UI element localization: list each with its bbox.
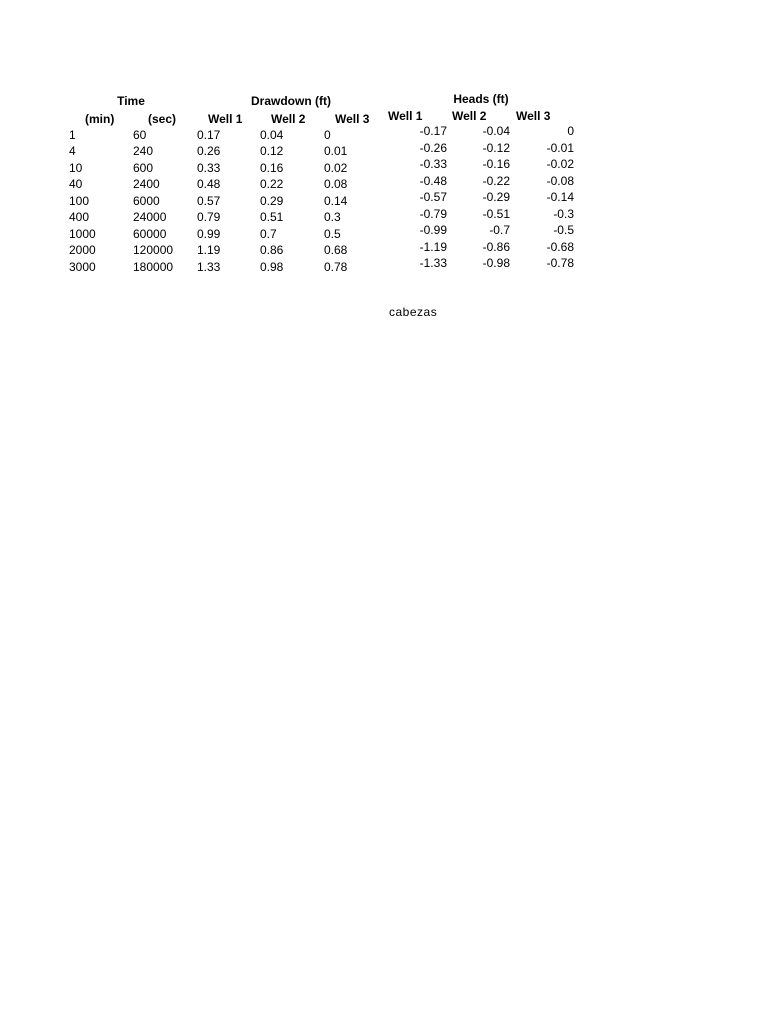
- table-cell: 0.51: [260, 210, 284, 224]
- table-cell: -0.22: [482, 174, 510, 188]
- drawdown-group-header: Drawdown (ft): [251, 94, 331, 108]
- table-cell: 0.08: [324, 177, 348, 191]
- table-cell: 0.99: [197, 227, 221, 241]
- table-cell: 0.79: [197, 210, 221, 224]
- table-cell: -0.98: [482, 256, 510, 270]
- table-cell: -0.7: [489, 223, 510, 237]
- table-cell: -0.48: [419, 174, 447, 188]
- table-cell: 1000: [69, 227, 96, 241]
- table-cell: 0.68: [324, 243, 348, 257]
- table-cell: 0: [324, 128, 331, 142]
- table-cell: 100: [69, 194, 90, 208]
- note-label: cabezas: [389, 305, 438, 319]
- col-header-well-2: Well 2: [271, 112, 306, 126]
- table-cell: 0.29: [260, 194, 284, 208]
- table-cell: -0.08: [546, 174, 574, 188]
- table-cell: 1.33: [197, 260, 221, 274]
- table-cell: -0.16: [482, 157, 510, 171]
- table-cell: 0.16: [260, 161, 284, 175]
- table-cell: -0.57: [419, 190, 447, 204]
- table-cell: 0.17: [197, 128, 221, 142]
- table-cell: 0.48: [197, 177, 221, 191]
- table-cell: 400: [69, 210, 90, 224]
- heads-col-header-well-3: Well 3: [516, 109, 551, 123]
- table-cell: 24000: [133, 210, 167, 224]
- table-cell: 0.12: [260, 144, 284, 158]
- table-cell: 10: [69, 161, 83, 175]
- table-cell: -0.29: [482, 190, 510, 204]
- table-cell: 0.02: [324, 161, 348, 175]
- heads-group-header: Heads (ft): [453, 92, 509, 106]
- col-header-sec: (sec): [148, 112, 177, 126]
- table-cell: -0.79: [419, 207, 447, 221]
- table-cell: 0.3: [324, 210, 341, 224]
- table-cell: 3000: [69, 260, 96, 274]
- table-cell: -0.12: [482, 141, 510, 155]
- table-cell: -0.01: [546, 141, 574, 155]
- table-cell: 240: [133, 144, 154, 158]
- table-cell: -0.02: [546, 157, 574, 171]
- table-cell: 0.7: [260, 227, 277, 241]
- table-cell: -0.99: [419, 223, 447, 237]
- table-cell: 0.26: [197, 144, 221, 158]
- table-cell: -0.78: [546, 256, 574, 270]
- table-cell: -0.3: [553, 207, 574, 221]
- col-header-well-3: Well 3: [335, 112, 370, 126]
- table-cell: -0.5: [553, 223, 574, 237]
- table-cell: -0.86: [482, 240, 510, 254]
- table-cell: -0.17: [419, 124, 447, 138]
- table-cell: -0.26: [419, 141, 447, 155]
- table-cell: -1.19: [419, 240, 447, 254]
- table-cell: 60: [133, 128, 147, 142]
- table-cell: 120000: [133, 243, 174, 257]
- table-cell: 6000: [133, 194, 160, 208]
- table-cell: 4: [69, 144, 76, 158]
- table-cell: -0.33: [419, 157, 447, 171]
- heads-col-header-well-2: Well 2: [452, 109, 487, 123]
- table-cell: 0.01: [324, 144, 348, 158]
- table-cell: 0.98: [260, 260, 284, 274]
- table-cell: 40: [69, 177, 83, 191]
- table-cell: -0.51: [482, 207, 510, 221]
- col-header-well-1: Well 1: [208, 112, 243, 126]
- table-cell: 600: [133, 161, 154, 175]
- table-cell: 0.57: [197, 194, 221, 208]
- table-cell: 2000: [69, 243, 96, 257]
- table-cell: -1.33: [419, 256, 447, 270]
- table-cell: -0.14: [546, 190, 574, 204]
- table-cell: 0.22: [260, 177, 284, 191]
- heads-col-header-well-1: Well 1: [388, 109, 423, 123]
- table-cell: 0.33: [197, 161, 221, 175]
- table-cell: 0: [567, 124, 574, 138]
- table-cell: 0.14: [324, 194, 348, 208]
- col-header-min: (min): [85, 112, 115, 126]
- table-cell: 180000: [133, 260, 174, 274]
- table-cell: 0.86: [260, 243, 284, 257]
- table-cell: 60000: [133, 227, 167, 241]
- table-cell: 0.04: [260, 128, 284, 142]
- table-cell: 1: [69, 128, 76, 142]
- table-cell: 0.5: [324, 227, 341, 241]
- time-group-header: Time: [117, 94, 145, 108]
- table-cell: -0.68: [546, 240, 574, 254]
- table-cell: -0.04: [482, 124, 510, 138]
- table-cell: 1.19: [197, 243, 221, 257]
- table-cell: 2400: [133, 177, 160, 191]
- table-cell: 0.78: [324, 260, 348, 274]
